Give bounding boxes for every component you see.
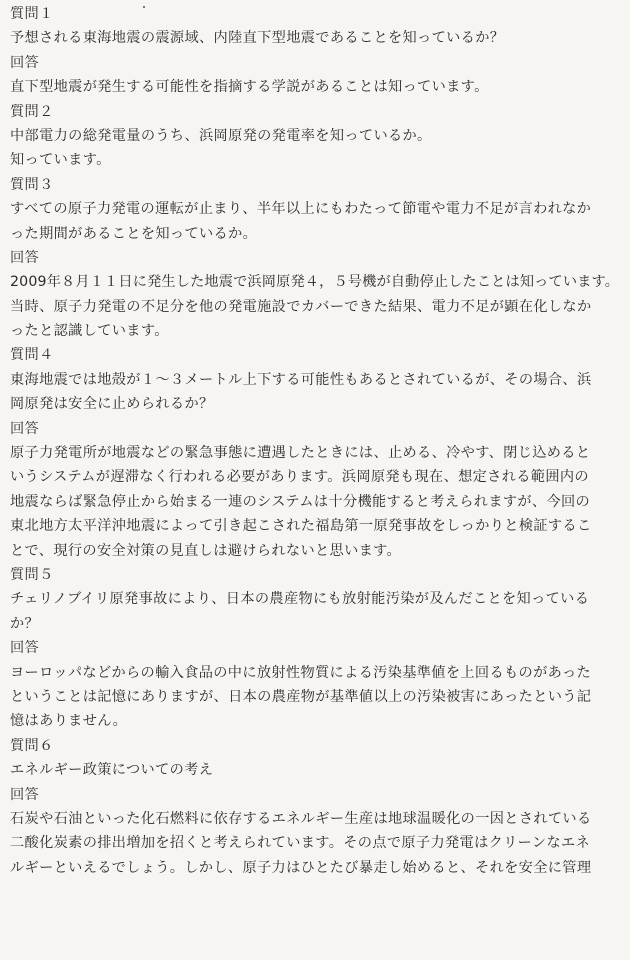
text-line: エネルギー政策についての考え (10, 762, 214, 779)
text-line: 中部電力の総発電量のうち、浜岡原発の発電率を知っているか。 (10, 127, 432, 144)
text-line: 2009年８月１１日に発生した地震で浜岡原発４，５号機が自動停止したことは知っています。 (10, 274, 620, 291)
text-line: 地震ならば緊急停止から始まる一連のシステムは十分機能すると考えられますが、今回の (10, 493, 591, 510)
text-line: ったと認識しています。 (10, 323, 169, 340)
text-line: 直下型地震が発生する可能性を指摘する学説があることは知っています。 (10, 79, 489, 96)
text-line: チェリノブイリ原発事故により、日本の農産物にも放射能汚染が及んだことを知っている (10, 591, 590, 608)
text-line: とで、現行の安全対策の見直しは避けられないと思います。 (10, 542, 402, 559)
text-line: すべての原子力発電の運転が止まり、半年以上にもわたって節電や電力不足が言われなか (10, 201, 592, 218)
text-line: 回答 (10, 786, 40, 803)
text-line: 質問５ (10, 566, 54, 583)
text-line: か？ (10, 615, 40, 632)
text-line: 予想される東海地震の震源域、内陸直下型地震であることを知っているか？ (10, 30, 505, 47)
text-line: 東北地方太平洋沖地震によって引き起こされた福島第一原発事故をしっかりと検証するこ (10, 518, 592, 535)
text-line: 質問３ (10, 176, 54, 193)
text-line: 東海地震では地殻が１～３メートル上下する可能性もあるとされているが、その場合、浜 (10, 371, 592, 388)
text-line: 質問４ (10, 347, 54, 364)
text-line: 知っています。 (10, 152, 111, 169)
text-line: 回答 (10, 640, 40, 657)
text-line: 質問６ (10, 737, 54, 754)
text-line: ということは記憶にありますが、日本の農産物が基準値以上の汚染被害にあったという記 (10, 688, 592, 705)
text-line: 岡原発は安全に止められるか？ (10, 396, 214, 413)
text-line: ルギーといえるでしょう。しかし、原子力はひとたび暴走し始めると、それを安全に管理 (10, 859, 592, 876)
text-line: 当時、原子力発電の不足分を他の発電施設でカバーできた結果、電力不足が顕在化しなか (10, 298, 592, 315)
text-line: 回答 (10, 54, 40, 71)
text-line: 回答 (10, 249, 40, 266)
text-line: 質問１ (10, 6, 54, 22)
text-line: 回答 (10, 420, 40, 437)
text-line: 憶はありません。 (10, 713, 128, 730)
text-line: 二酸化炭素の排出増加を招くと考えられています。その点で原子力発電はクリーンなエネ (10, 835, 591, 852)
text-line: 原子力発電所が地震などの緊急事態に遭遇したときには、止める、冷やす、閉じ込めると (10, 445, 591, 462)
document-text (10, 2, 620, 880)
scan-speck (143, 6, 145, 8)
text-line: いうシステムが遅滞なく行われる必要があります。浜岡原発も現在、想定される範囲内の (10, 469, 589, 486)
text-line: 石炭や石油といった化石燃料に依存するエネルギー生産は地球温暖化の一因とされている (10, 810, 592, 827)
text-line: 質問２ (10, 103, 54, 120)
text-line: ヨーロッパなどからの輸入食品の中に放射性物質による汚染基準値を上回るものがあった (10, 664, 592, 681)
text-line: った期間があることを知っているか。 (10, 225, 258, 242)
